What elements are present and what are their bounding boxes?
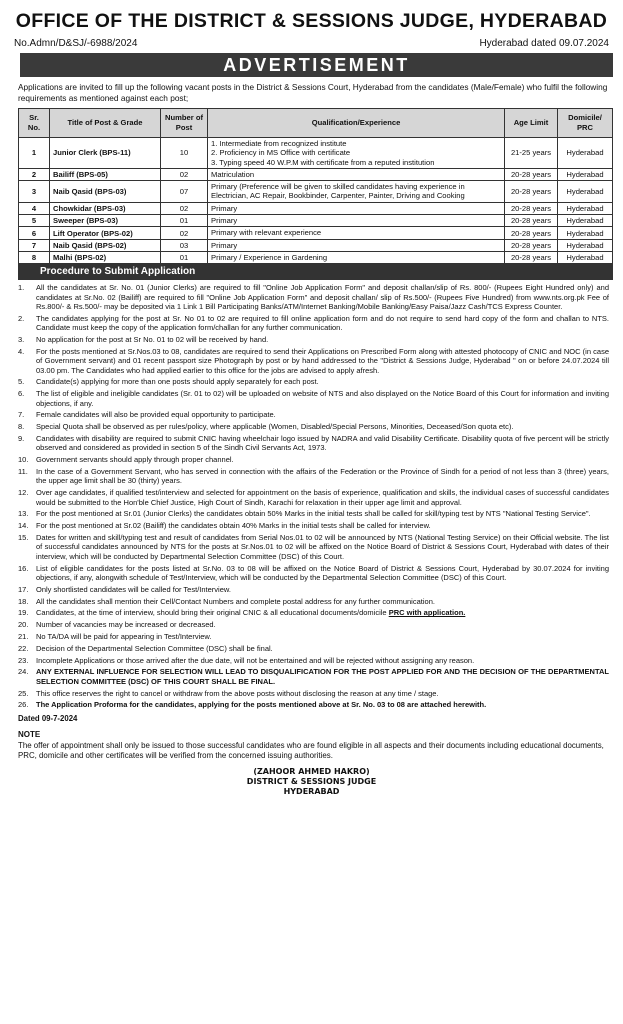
procedure-number: 26. xyxy=(18,700,29,710)
procedure-text xyxy=(36,620,609,629)
procedure-number: 1. xyxy=(18,283,25,293)
procedure-text xyxy=(36,644,609,653)
cell-number: 03 xyxy=(161,239,208,251)
intro-paragraph: Applications are invited to fill up the following vacant posts in the District & Sessions Court, Hyderabad from the candidates (Male/Female) who fulfil the following requirements as mentioned against each post; xyxy=(18,82,608,103)
dated-line: Dated 09-7-2024 xyxy=(18,713,78,723)
advertisement-page xyxy=(6,0,617,1024)
qualification-line: Matriculation xyxy=(211,169,255,179)
procedure-item xyxy=(18,347,609,375)
procedure-number: 21. xyxy=(18,632,29,642)
procedure-text-main: Government servants should apply through proper channel. xyxy=(36,455,234,465)
cell-domicile: Hyderabad xyxy=(558,215,613,227)
cell-qualification xyxy=(208,202,505,214)
procedure-text xyxy=(36,667,609,686)
cell-age: 20-28 years xyxy=(505,181,558,203)
procedure-item xyxy=(18,620,609,629)
procedure-text-main: Candidates, at the time of interview, should bring their original CNIC & all educational documents/domicile xyxy=(36,608,389,618)
cell-domicile: Hyderabad xyxy=(558,138,613,169)
col-header-qualification: Qualification/Experience xyxy=(208,109,505,138)
procedure-number: 9. xyxy=(18,434,25,444)
procedure-number: 15. xyxy=(18,533,29,543)
procedure-item xyxy=(18,644,609,653)
procedure-number: 3. xyxy=(18,335,25,345)
cell-domicile: Hyderabad xyxy=(558,181,613,203)
qualification-line: Primary with relevant experience xyxy=(211,228,322,238)
procedure-text-main: The candidates applying for the post at Sr. No 01 to 02 are required to fill online application form and do not require to send hard copy of the form and challan to NTS. Candidate must keep the copy of the application form/challan for any further communication. xyxy=(36,313,609,333)
procedure-text xyxy=(36,632,609,641)
procedure-item xyxy=(18,377,609,386)
procedure-text-main: ANY EXTERNAL INFLUENCE FOR SELECTION WILL LEAD TO DISQUALIFICATION FOR THE POST APPLIED FOR AND THE DECISION OF THE DEPARTMENTAL SELECTION COMMITTEE (DSC) OF THIS COURT SHALL BE FINAL. xyxy=(36,667,609,686)
col-header-title: Title of Post & Grade xyxy=(50,109,161,138)
procedure-item xyxy=(18,585,609,594)
procedure-number: 4. xyxy=(18,346,25,356)
procedure-item xyxy=(18,410,609,419)
procedure-text xyxy=(36,467,609,486)
procedure-text xyxy=(36,377,609,386)
procedure-item xyxy=(18,509,609,518)
procedure-item xyxy=(18,533,609,561)
col-header-age: Age Limit xyxy=(505,109,558,138)
cell-number: 10 xyxy=(161,138,208,169)
cell-age: 20-28 years xyxy=(505,239,558,251)
procedure-item xyxy=(18,455,609,464)
cell-title: Bailiff (BPS-05) xyxy=(50,168,161,180)
cell-qualification xyxy=(208,215,505,227)
procedure-number: 16. xyxy=(18,563,29,573)
procedure-heading: Procedure to Submit Application xyxy=(18,264,613,280)
cell-age: 20-28 years xyxy=(505,251,558,263)
cell-title: Lift Operator (BPS-02) xyxy=(50,227,161,239)
cell-age: 20-28 years xyxy=(505,202,558,214)
procedure-text xyxy=(36,700,609,709)
cell-domicile: Hyderabad xyxy=(558,251,613,263)
cell-domicile: Hyderabad xyxy=(558,202,613,214)
cell-title: Naib Qasid (BPS-03) xyxy=(50,181,161,203)
cell-sr: 1 xyxy=(19,138,50,169)
cell-number: 02 xyxy=(161,227,208,239)
qualification-line: Primary (Preference will be given to skilled candidates having experience in Electrician, AC Repair, Bookbinder, Carpenter, Painter, Driving and Cooking xyxy=(211,182,465,201)
qualification-line: Primary xyxy=(211,240,238,250)
procedure-text xyxy=(36,389,609,408)
procedure-number: 24. xyxy=(18,667,29,677)
procedure-text-main: The list of eligible and ineligible candidates (Sr. 01 to 02) will be uploaded on website of NTS and also displayed on the Notice Board of this Court for information and inviting objections, if any. xyxy=(36,389,609,408)
procedure-text xyxy=(36,585,609,594)
procedure-text xyxy=(36,434,609,453)
cell-sr: 2 xyxy=(19,168,50,180)
procedure-number: 19. xyxy=(18,608,29,618)
signatory-name: (ZAHOOR AHMED HAKRO) xyxy=(253,766,370,776)
procedure-number: 6. xyxy=(18,389,25,399)
procedure-item xyxy=(18,667,609,686)
table-row xyxy=(19,215,613,227)
cell-number: 01 xyxy=(161,215,208,227)
procedure-item xyxy=(18,283,609,311)
cell-age: 20-28 years xyxy=(505,215,558,227)
cell-qualification xyxy=(208,181,505,203)
table-row xyxy=(19,227,613,239)
procedure-text-main: Candidate(s) applying for more than one posts should apply separately for each post. xyxy=(36,377,319,387)
procedure-text-main: This office reserves the right to cancel or withdraw from the above posts without disclosing the reason at any time / stage. xyxy=(36,688,439,698)
procedure-text xyxy=(36,656,609,665)
procedure-item xyxy=(18,700,609,709)
reference-line xyxy=(14,38,609,50)
note-text: The offer of appointment shall only be issued to those successful candidates who are found eligible in all aspects and their documents including educational documents, PRC, domicile and other certificates will be verified from the concerned issuing authorities. xyxy=(18,740,604,760)
cell-age: 20-28 years xyxy=(505,227,558,239)
procedure-item xyxy=(18,314,609,333)
cell-domicile: Hyderabad xyxy=(558,168,613,180)
procedure-number: 7. xyxy=(18,410,25,420)
procedure-item xyxy=(18,521,609,530)
procedure-number: 18. xyxy=(18,596,29,606)
note-label: NOTE xyxy=(18,729,41,739)
procedure-text-main: Incomplete Applications or those arrived after the due date, will not be entertained and will be rejected without assigning any reason. xyxy=(36,655,475,665)
procedure-text-main: In the case of a Government Servant, who has served in connection with the affairs of the Federation or the Province of Sindh for a period of not less than 3 (three) years, the upper age limit shall be 30 (thirty) years. xyxy=(36,467,609,486)
cell-qualification xyxy=(208,138,505,169)
cell-number: 02 xyxy=(161,202,208,214)
procedure-number: 12. xyxy=(18,488,29,498)
procedure-list xyxy=(18,283,609,710)
procedure-text-main: Only shortlisted candidates will be called for Test/Interview. xyxy=(36,584,231,594)
qualification-line: 2. Proficiency in MS Office with certificate xyxy=(211,148,351,158)
cell-sr: 7 xyxy=(19,239,50,251)
qualification-line: 1. Intermediate from recognized institute xyxy=(211,139,347,148)
procedure-text-main: Number of vacancies may be increased or decreased. xyxy=(36,620,216,630)
col-header-number: Number of Post xyxy=(161,109,208,138)
signatory-place: HYDERABAD xyxy=(283,786,340,796)
procedure-text xyxy=(36,597,609,606)
procedure-text xyxy=(36,422,609,431)
cell-sr: 8 xyxy=(19,251,50,263)
procedure-text-main: Special Quota shall be observed as per rules/policy, where applicable (Women, Disabled/Special Persons, Minorities, Deceased/Son quota etc). xyxy=(36,422,514,432)
cell-qualification xyxy=(208,251,505,263)
procedure-item xyxy=(18,564,609,583)
procedure-text-main: Candidates with disability are required to submit CNIC having wheelchair logo issued by NADRA and valid Disability Certificate. Disability quota of five percent will be strictly observed and considered as provided in section 5 of the Sindh Civil Servants Act, 1973. xyxy=(36,434,609,453)
table-row xyxy=(19,251,613,263)
col-header-domicile: Domicile/ PRC xyxy=(558,109,613,138)
procedure-item xyxy=(18,608,609,617)
procedure-text xyxy=(36,689,609,698)
procedure-text-main: No TA/DA will be paid for appearing in Test/Interview. xyxy=(36,632,212,642)
procedure-number: 11. xyxy=(18,467,28,477)
procedure-number: 22. xyxy=(18,643,29,653)
procedure-text-underlined: PRC with application. xyxy=(388,608,466,618)
procedure-text xyxy=(36,533,609,561)
cell-age: 20-28 years xyxy=(505,168,558,180)
cell-sr: 4 xyxy=(19,202,50,214)
vacancy-table xyxy=(18,108,613,264)
procedure-text-main: No application for the post at Sr No. 01 to 02 will be received by hand. xyxy=(36,335,269,345)
procedure-item xyxy=(18,632,609,641)
table-row xyxy=(19,138,613,169)
table-row xyxy=(19,202,613,214)
advertisement-heading: ADVERTISEMENT xyxy=(20,53,613,77)
cell-domicile: Hyderabad xyxy=(558,227,613,239)
procedure-text-main: For the posts mentioned at Sr.Nos.03 to 08, candidates are required to send their Applications on Prescribed Form along with attested photocopy of CNIC and NOC (in case of Government servant) and 01 recent passport size Photograph by post or by hand addressed to the "District & Sessions Judge, Hyderabad " on or before 24.07.2024 till 03.00 pm. The Candidates who had applied earlier to this office for the jobs are advised to apply afresh. xyxy=(36,346,609,375)
cell-domicile: Hyderabad xyxy=(558,239,613,251)
qualification-line: Primary xyxy=(211,216,238,226)
cell-age: 21-25 years xyxy=(505,138,558,169)
procedure-text-main: All the candidates shall mention their Cell/Contact Numbers and complete postal address for any further communication. xyxy=(36,596,435,606)
procedure-text xyxy=(36,410,609,419)
procedure-text xyxy=(36,509,609,518)
procedure-item xyxy=(18,467,609,486)
qualification-line: Primary xyxy=(211,203,238,213)
procedure-number: 14. xyxy=(18,521,29,531)
procedure-text xyxy=(36,347,609,375)
procedure-text xyxy=(36,564,609,583)
procedure-item xyxy=(18,488,609,507)
procedure-text xyxy=(36,314,609,333)
cell-title: Sweeper (BPS-03) xyxy=(50,215,161,227)
procedure-item xyxy=(18,597,609,606)
table-row xyxy=(19,239,613,251)
procedure-text xyxy=(36,521,609,530)
procedure-text xyxy=(36,488,609,507)
procedure-text-main: For the post mentioned at Sr.01 (Junior Clerks) the candidates obtain 50% Marks in the initial tests shall be called for skill/typing test by NTS "National Testing Service". xyxy=(36,509,591,519)
qualification-line: 3. Typing speed 40 W.P.M with certificate from a reputed institution xyxy=(211,157,435,167)
procedure-number: 20. xyxy=(18,620,29,630)
reference-number: No.Admn/D&SJ/-6988/2024 xyxy=(14,38,138,49)
procedure-number: 25. xyxy=(18,688,29,698)
procedure-item xyxy=(18,389,609,408)
col-header-sr: Sr. No. xyxy=(19,109,50,138)
procedure-number: 13. xyxy=(18,509,29,519)
cell-qualification xyxy=(208,239,505,251)
cell-title: Chowkidar (BPS-03) xyxy=(50,202,161,214)
signatory-designation: DISTRICT & SESSIONS JUDGE xyxy=(246,776,377,786)
table-row xyxy=(19,168,613,180)
cell-title: Malhi (BPS-02) xyxy=(50,251,161,263)
procedure-text xyxy=(36,455,609,464)
procedure-text-main: All the candidates at Sr. No. 01 (Junior Clerks) are required to fill "Online Job Application Form" and deposit challan/slip of Rs. 800/- (Rupees Eight Hundred only) and candidates at Sr.No. 02 (Bailiff) are required to fill "Online Job Application Form" and deposit challan/ slip of Rs.500/- (Rupees Five Hundred) from www.nts.org.pk Fee of Rs.800/- & Rs.500/- may be deposited via 1 Link 1 Bill Participating Banks/ATM/Internet Banking/Mobile Banking/Easy Paisa/Jazz Cash/TCS Express Counter. xyxy=(36,283,609,312)
procedure-text-main: List of eligible candidates for the posts listed at Sr.No. 03 to 08 will be affixed on the Notice Board of District & Sessions Court, Hyderabad by 30.07.2024 for inviting objections, if any, alongwith schedule of Test/Interview, which will be conducted by the Departmental Selection Committee (DSC) of this Court. xyxy=(36,563,609,583)
issue-date: Hyderabad dated 09.07.2024 xyxy=(479,38,609,49)
procedure-number: 8. xyxy=(18,422,25,432)
procedure-text-main: Dates for written and skill/typing test and result of candidates from Serial Nos.01 to 02 will be announced by NTS (National Testing Service) on their Official website. The list of successful candidates announced by NTS for the posts at Sr.Nos.01 to 02 will be affixed on the Notice Board of District & Sessions Court, Hyderabad with dates of their interview, which will be conducted by Departmental Selection Committee (DSC) of this Court. xyxy=(36,533,609,561)
cell-title: Junior Clerk (BPS-11) xyxy=(50,138,161,169)
procedure-text-main: The Application Proforma for the candidates, applying for the posts mentioned above at Sr. No. 03 to 08 are attached herewith. xyxy=(36,700,487,710)
table-row xyxy=(19,181,613,203)
procedure-number: 5. xyxy=(18,377,25,387)
signature-block xyxy=(6,767,617,797)
cell-number: 07 xyxy=(161,181,208,203)
procedure-text xyxy=(36,283,609,311)
office-title: OFFICE OF THE DISTRICT & SESSIONS JUDGE, HYDERABAD xyxy=(15,10,608,32)
procedure-item xyxy=(18,335,609,344)
procedure-item xyxy=(18,689,609,698)
procedure-number: 23. xyxy=(18,655,29,665)
cell-sr: 5 xyxy=(19,215,50,227)
cell-number: 01 xyxy=(161,251,208,263)
procedure-text xyxy=(36,608,609,617)
procedure-item xyxy=(18,434,609,453)
cell-number: 02 xyxy=(161,168,208,180)
cell-title: Naib Qasid (BPS-02) xyxy=(50,239,161,251)
cell-qualification xyxy=(208,227,505,239)
procedure-text xyxy=(36,335,609,344)
qualification-line: Primary / Experience in Gardening xyxy=(211,252,328,262)
procedure-text-main: Female candidates will also be provided equal opportunity to participate. xyxy=(36,410,276,420)
procedure-text-main: For the post mentioned at Sr.02 (Bailiff) the candidates obtain 40% Marks in the initial tests shall be called for interview. xyxy=(36,521,431,531)
procedure-item xyxy=(18,422,609,431)
procedure-number: 2. xyxy=(18,313,25,323)
procedure-number: 17. xyxy=(18,584,29,594)
procedure-item xyxy=(18,656,609,665)
cell-sr: 3 xyxy=(19,181,50,203)
procedure-number: 10. xyxy=(18,455,29,465)
table-header-row xyxy=(19,109,613,138)
cell-sr: 6 xyxy=(19,227,50,239)
procedure-text-main: Over age candidates, if qualified test/interview and selected for appointment on the basis of experience, qualification and skills, the individual cases of successful candidates would be submitted to the Hon'ble Chief Justice, High Court of Sindh, Karachi for relaxation in their upper age limit and approval. xyxy=(36,488,609,507)
procedure-text-main: Decision of the Departmental Selection Committee (DSC) shall be final. xyxy=(36,643,273,653)
cell-qualification xyxy=(208,168,505,180)
